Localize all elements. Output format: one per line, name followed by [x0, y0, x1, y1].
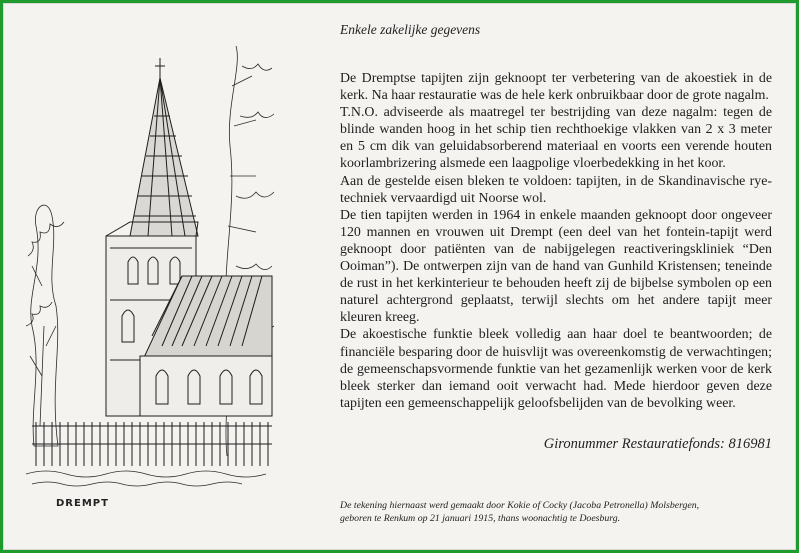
- paragraph-2: T.N.O. adviseerde als maatregel ter bestrijding van deze nagalm: tegen de blinde wanden hoog in het schip tien rechthoekige vlakken van 2 x 3 meter en 5 cm dik van geluidabsorberend materiaal en voorts een verende houten koorlambrizering alsmede een laagpolige vloerbedekking in het koor.: [340, 105, 772, 172]
- paragraph-5: De akoestische funktie bleek volledig aan haar doel te beantwoorden; de financiële besparing door de huisvlijt was overeenkomstig de verwachtingen; de gemeenschapsvormende funktie van het gezamenlijk werken voor de kerk bleek sterker dan iemand ooit verwacht had. Mede hierdoor geven deze tapijten een gemeenschappelijk geloofsbelijden van de bevolking weer.: [340, 327, 772, 411]
- fence: [32, 422, 272, 466]
- paragraph-1: De Dremptse tapijten zijn geknoopt ter verbetering van de akoestiek in de kerk. Na haar restauratie was de hele kerk onbruikbaar door de grote nagalm.: [340, 71, 772, 104]
- paragraph-3: Aan de gestelde eisen bleken te voldoen: tapijten, in de Skandinavische rye-techniek vervaardigd uit Noorse wol.: [340, 173, 772, 206]
- drawing-signature: DREMPT: [56, 498, 109, 509]
- footnote-line-1: De tekening hiernaast werd gemaakt door Kokie of Cocky (Jacoba Petronella) Molsbergen,: [340, 500, 700, 511]
- section-heading: Enkele zakelijke gegevens: [340, 22, 481, 37]
- body-text: [340, 70, 772, 412]
- page: [3, 3, 796, 550]
- church-drawing: [22, 26, 280, 516]
- giro-number: Gironummer Restauratiefonds: 816981: [543, 436, 772, 452]
- paragraph-4: De tien tapijten werden in 1964 in enkele maanden geknoopt door ongeveer 120 mannen en vrouwen uit Drempt (een deel van het fontein-tapijt werd geknoopt door patiënten van de nabijgelegen reactiveringskliniek “Den Ooiman”). De ontwerpen zijn van de hand van Gunhild Kristensen; teneinde de rust in het kerkinterieur te behouden heeft zij de bijbelse symbolen op een naturel achtergrond geplaatst, terwijl slechts om het andere tapijt meer kleuren kreeg.: [340, 207, 772, 326]
- trees-left: [26, 205, 64, 446]
- footnote-line-2: geboren te Renkum op 21 januari 1915, thans woonachtig te Doesburg.: [340, 513, 621, 524]
- footnote: [340, 499, 780, 525]
- ground: [26, 471, 266, 486]
